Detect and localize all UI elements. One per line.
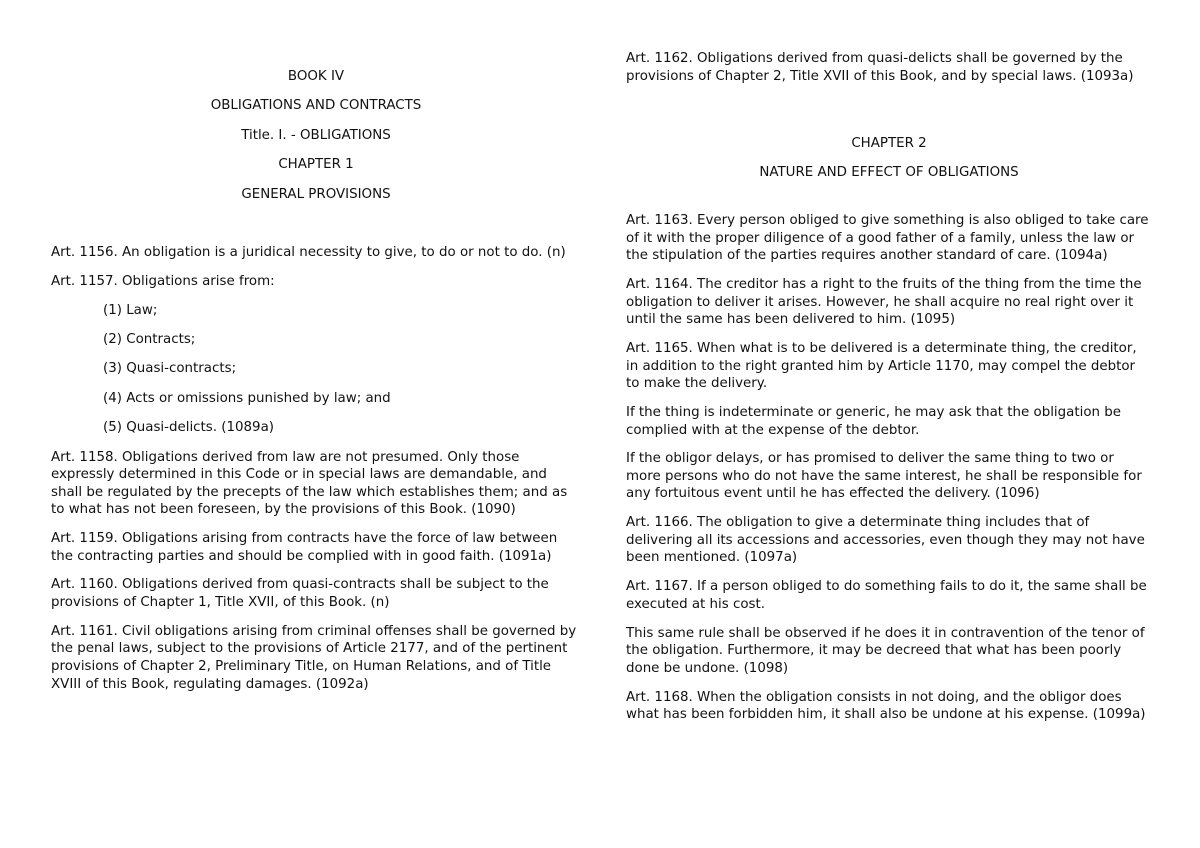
right-top	[626, 50, 1152, 96]
source-item: (3) Quasi-contracts;	[103, 361, 237, 377]
right-body	[626, 212, 1152, 735]
article-1160: Art. 1160. Obligations derived from quasi-contracts shall be subject to the provisions of Chapter 1, Title XVII, of this Book. (n)	[51, 577, 549, 611]
article-1161: Art. 1161. Civil obligations arising from criminal offenses shall be governed by the penal laws, subject to the provisions of Article 2177, and of the pertinent provisions of Chapter 2, Preliminary Title, on Human Relations, and of Title XVIII of this Book, regulating damages. (1092a)	[51, 623, 577, 692]
title-heading: Title. I. - OBLIGATIONS	[241, 127, 391, 143]
chapter-2-title: NATURE AND EFFECT OF OBLIGATIONS	[759, 165, 1019, 181]
chapter-1-heading: CHAPTER 1	[278, 157, 354, 173]
book-title: OBLIGATIONS AND CONTRACTS	[210, 98, 422, 114]
article-1165-paragraph-3: If the obligor delays, or has promised to deliver the same thing to two or more persons who do not have the same interest, he shall be responsible for any fortuitous event until he has effected the delivery. (1096)	[626, 451, 1142, 502]
right-headings	[626, 135, 1152, 193]
article-1167-paragraph-2: This same rule shall be observed if he does it in contravention of the tenor of the obligation. Furthermore, it may be decreed that what has been poorly done be undone. (1098)	[626, 625, 1145, 676]
article-1164: Art. 1164. The creditor has a right to the fruits of the thing from the time the obligation to deliver it arises. However, he shall acquire no real right over it until the same has been delivered to him. (1095)	[626, 276, 1142, 328]
article-1166: Art. 1166. The obligation to give a determinate thing includes that of delivering all its accessions and accessories, even though they may not have been mentioned. (1097a)	[626, 515, 1145, 566]
article-1163: Art. 1163. Every person obliged to give something is also obliged to take care of it with the proper diligence of a good father of a family, unless the law or the stipulation of the parties requires another standard of care. (1094a)	[626, 213, 1149, 264]
article-1162: Art. 1162. Obligations derived from quasi-delicts shall be governed by the provisions of Chapter 2, Title XVII of this Book, and by special laws. (1093a)	[626, 51, 1134, 84]
article-1158: Art. 1158. Obligations derived from law are not presumed. Only those expressly determined in this Code or in special laws are demandable, and shall be regulated by the precepts of the law which establishes them; and as to what has not been foreseen, by the provisions of this Book. (1090)	[51, 449, 568, 518]
article-1168: Art. 1168. When the obligation consists in not doing, and the obligor does what has been forbidden him, it shall also be undone at his expense. (1099a)	[626, 689, 1146, 723]
chapter-1-title: GENERAL PROVISIONS	[241, 186, 391, 202]
source-item: (1) Law;	[103, 302, 158, 318]
chapter-2-heading: CHAPTER 2	[851, 136, 927, 151]
book-heading: BOOK IV	[287, 69, 345, 84]
left-body	[51, 244, 581, 704]
article-1156: Art. 1156. An obligation is a juridical necessity to give, to do or not to do. (n)	[51, 245, 566, 260]
source-item: (2) Contracts;	[103, 331, 196, 347]
source-item: (4) Acts or omissions punished by law; and	[103, 390, 391, 406]
article-1159: Art. 1159. Obligations arising from contracts have the force of law between the contracting parties and should be complied with in good faith. (1091a)	[51, 531, 558, 564]
article-1165: Art. 1165. When what is to be delivered is a determinate thing, the creditor, in addition to the right granted him by Article 1170, may compel the debtor to make the delivery.	[626, 340, 1137, 392]
article-1165-paragraph-2: If the thing is indeterminate or generic, he may ask that the obligation be complied with at the expense of the debtor.	[626, 404, 1122, 438]
article-1157: Art. 1157. Obligations arise from:	[51, 273, 275, 289]
left-headings	[51, 68, 581, 215]
source-item: (5) Quasi-delicts. (1089a)	[103, 420, 274, 436]
article-1167: Art. 1167. If a person obliged to do something fails to do it, the same shall be executed at his cost.	[626, 579, 1147, 612]
